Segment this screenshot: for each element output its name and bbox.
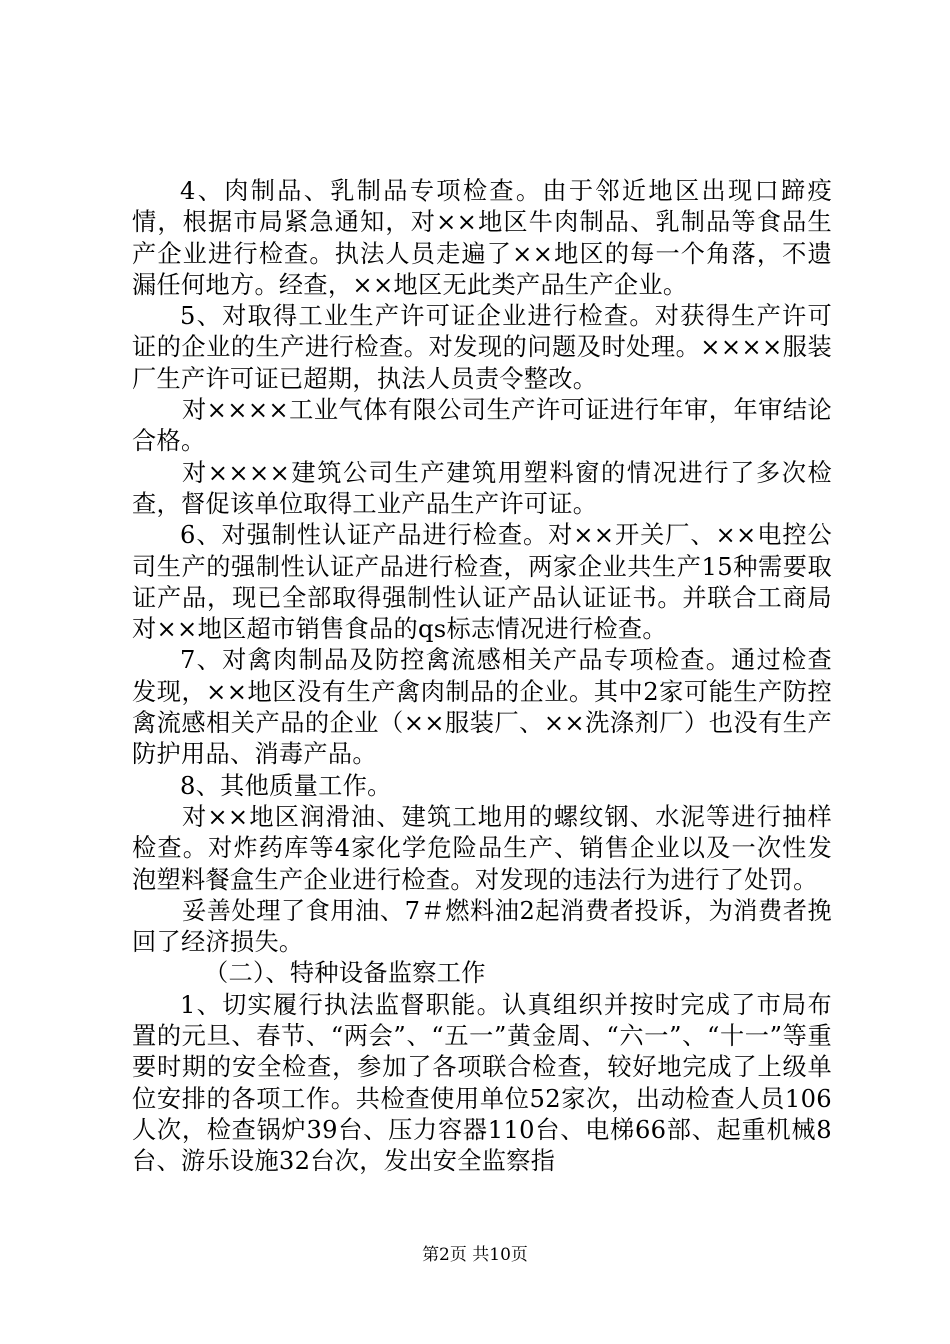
page-number-footer: 第2页 共10页 (422, 1245, 528, 1265)
paragraph-production-license-inspection: 5、对取得工业生产许可证企业进行检查。对获得生产许可证的企业的生产进行检查。对发现的问题及时处理。××××服装厂生产许可证已超期，执法人员责令整改。 (132, 302, 832, 393)
paragraph-meat-dairy-inspection: 4、肉制品、乳制品专项检查。由于邻近地区出现口蹄疫情，根据市局紧急通知，对××地区牛肉制品、乳制品等食品生产企业进行检查。执法人员走遍了××地区的每一个角落，不遗漏任何地方。经查，××地区无此类产品生产企业。 (132, 177, 832, 299)
paragraph-spot-checks: 对××地区润滑油、建筑工地用的螺纹钢、水泥等进行抽样检查。对炸药库等4家化学危险品生产、销售企业以及一次性发泡塑料餐盒生产企业进行检查。对发现的违法行为进行了处罚。 (132, 802, 832, 894)
document-body (132, 176, 832, 1178)
paragraph-compulsory-certification: 6、对强制性认证产品进行检查。对××开关厂、××电控公司生产的强制性认证产品进行检查，两家企业共生产15种需要取证产品，现已全部取得强制性认证产品认证证书。并联合工商局对××地区超市销售食品的qs标志情况进行检查。 (132, 521, 832, 644)
paragraph-poultry-inspection: 7、对禽肉制品及防控禽流感相关产品专项检查。通过检查发现，××地区没有生产禽肉制品的企业。其中2家可能生产防控禽流感相关产品的企业（××服装厂、××洗涤剂厂）也没有生产防护用品、消毒产品。 (132, 646, 832, 769)
paragraph-consumer-complaints: 妥善处理了食用油、7＃燃料油2起消费者投诉，为消费者挽回了经济损失。 (132, 896, 832, 957)
section-heading-special-equipment: （二）、特种设备监察工作 (204, 959, 486, 988)
paragraph-other-quality-work: 8、其他质量工作。 (180, 771, 392, 800)
paragraph-industrial-gas-annual-review: 对××××工业气体有限公司生产许可证进行年审，年审结论合格。 (132, 396, 832, 456)
paragraph-construction-company-inspection: 对××××建筑公司生产建筑用塑料窗的情况进行了多次检查，督促该单位取得工业产品生产许可证。 (132, 458, 832, 518)
paragraph-law-enforcement-supervision: 1、切实履行执法监督职能。认真组织并按时完成了市局布置的元旦、春节、“两会”、“五一”黄金周、“六一”、“十一”等重要时期的安全检查，参加了各项联合检查，较好地完成了上级单位安排的各项工作。共检查使用单位52家次，出动检查人员106人次，检查锅炉39台、压力容器110台、电梯66部、起重机械8台、游乐设施32台次，发出安全监察指 (132, 990, 832, 1176)
